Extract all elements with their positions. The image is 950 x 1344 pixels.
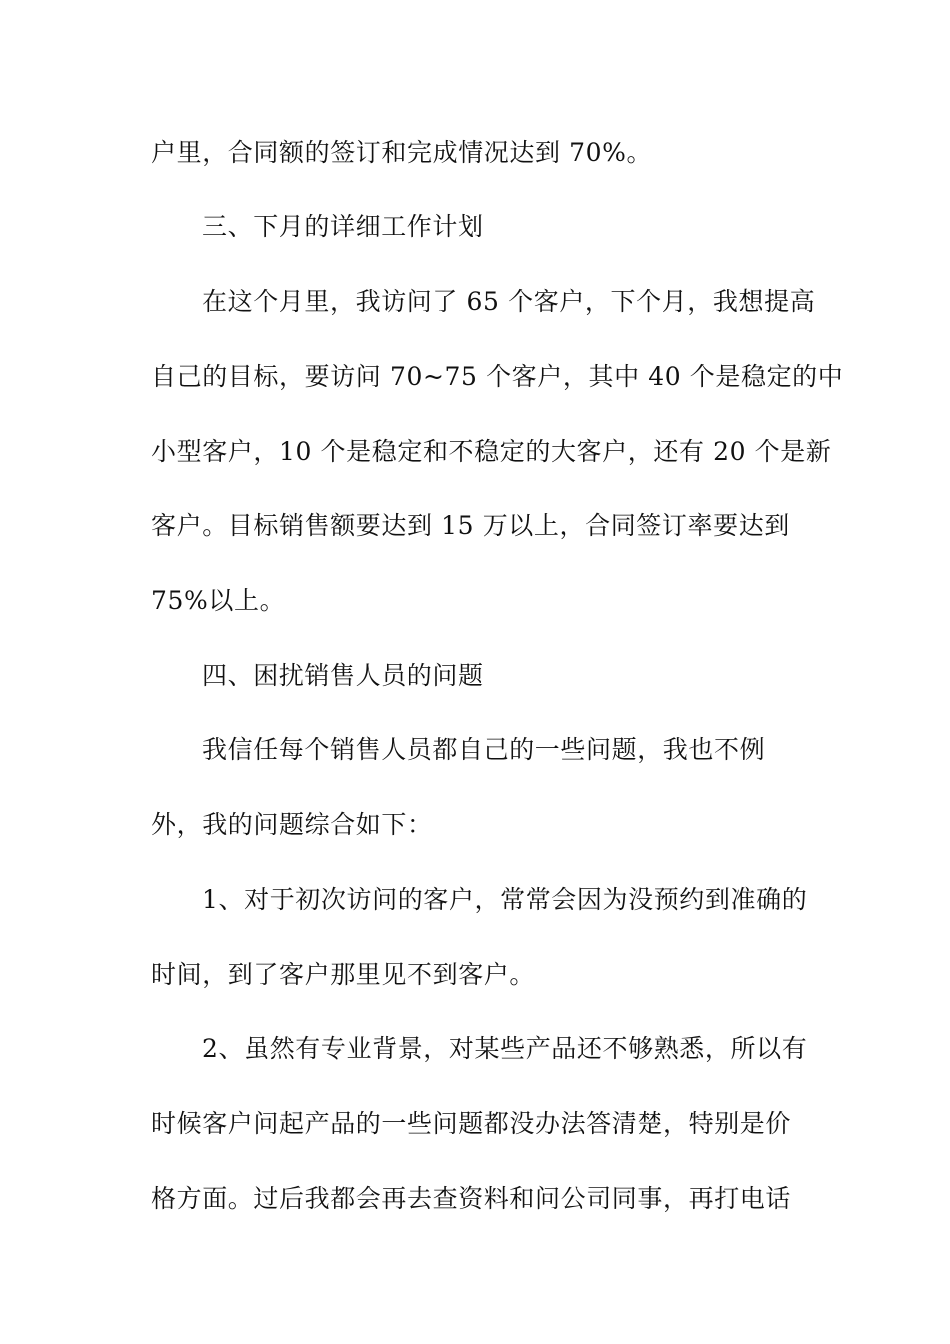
list-item-line: 格方面。过后我都会再去查资料和问公司同事，再打电话 (151, 1184, 792, 1213)
list-item-line: 1、对于初次访问的客户，常常会因为没预约到准确的 (202, 885, 808, 914)
paragraph-line: 75%以上。 (151, 586, 286, 615)
paragraph-line: 在这个月里，我访问了 65 个客户，下个月，我想提高 (202, 287, 816, 316)
section-heading: 四、困扰销售人员的问题 (202, 661, 484, 690)
section-heading: 三、下月的详细工作计划 (202, 212, 484, 241)
paragraph-line: 客户。目标销售额要达到 15 万以上，合同签订率要达到 (151, 511, 790, 540)
paragraph-line: 外，我的问题综合如下： (151, 810, 433, 839)
paragraph-line: 我信任每个销售人员都自己的一些问题，我也不例 (202, 735, 766, 764)
list-item-line: 时候客户问起产品的一些问题都没办法答清楚，特别是价 (151, 1109, 792, 1138)
list-item-line: 2、虽然有专业背景，对某些产品还不够熟悉，所以有 (202, 1034, 808, 1063)
paragraph-line: 自己的目标，要访问 70~75 个客户，其中 40 个是稳定的中 (151, 362, 844, 391)
paragraph-line: 小型客户，10 个是稳定和不稳定的大客户，还有 20 个是新 (151, 437, 832, 466)
list-item-line: 时间，到了客户那里见不到客户。 (151, 960, 536, 989)
paragraph-line: 户里，合同额的签订和完成情况达到 70%。 (151, 138, 653, 167)
